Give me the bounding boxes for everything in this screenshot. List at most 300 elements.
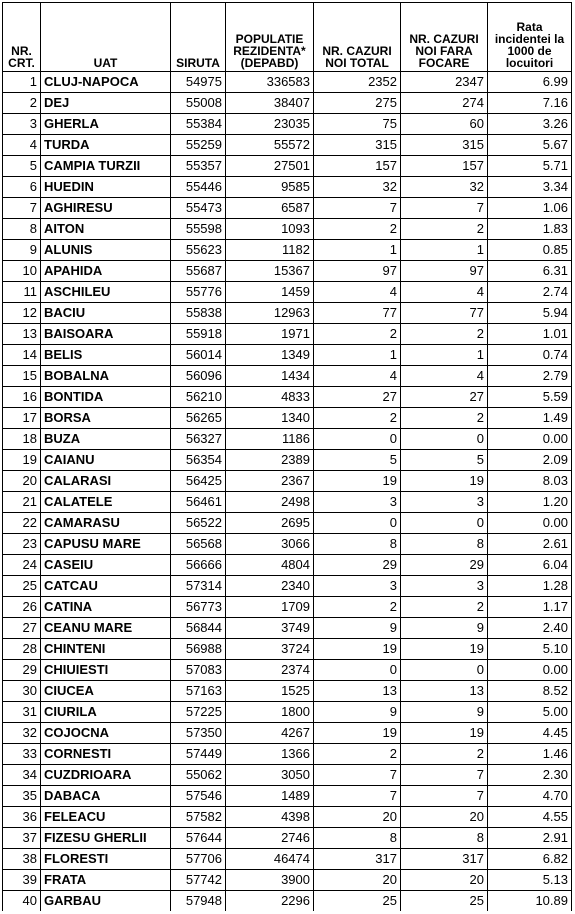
cell-rata: 1.01 [488,324,572,345]
cell-rata: 1.17 [488,597,572,618]
cell-cazuri-fara-focare: 19 [401,639,488,660]
table-row [3,366,572,387]
cell-uat: APAHIDA [41,261,171,282]
cell-cazuri-total: 19 [314,471,401,492]
cell-populatie: 1971 [226,324,314,345]
cell-rata: 1.28 [488,576,572,597]
cell-nr-crt: 23 [3,534,41,555]
cell-siruta: 55008 [171,93,226,114]
table-row [3,93,572,114]
cell-uat: BONTIDA [41,387,171,408]
cell-siruta: 55357 [171,156,226,177]
cell-cazuri-total: 7 [314,786,401,807]
table-row [3,135,572,156]
cell-nr-crt: 8 [3,219,41,240]
cell-nr-crt: 12 [3,303,41,324]
cell-cazuri-total: 3 [314,576,401,597]
cell-uat: BAISOARA [41,324,171,345]
cell-nr-crt: 22 [3,513,41,534]
cell-cazuri-total: 2 [314,408,401,429]
cell-cazuri-fara-focare: 7 [401,198,488,219]
header-uat: UAT [41,3,171,72]
cell-nr-crt: 26 [3,597,41,618]
cell-nr-crt: 17 [3,408,41,429]
cell-rata: 5.71 [488,156,572,177]
cell-siruta: 57163 [171,681,226,702]
cell-siruta: 56425 [171,471,226,492]
cell-cazuri-fara-focare: 2 [401,597,488,618]
cell-cazuri-total: 20 [314,870,401,891]
cell-cazuri-fara-focare: 4 [401,366,488,387]
cell-cazuri-total: 0 [314,513,401,534]
cell-populatie: 1489 [226,786,314,807]
cell-nr-crt: 28 [3,639,41,660]
cell-siruta: 56666 [171,555,226,576]
cell-siruta: 56568 [171,534,226,555]
cell-cazuri-fara-focare: 7 [401,786,488,807]
cell-siruta: 57546 [171,786,226,807]
cell-populatie: 2498 [226,492,314,513]
cell-rata: 1.20 [488,492,572,513]
cell-cazuri-fara-focare: 20 [401,870,488,891]
cell-siruta: 56522 [171,513,226,534]
cell-nr-crt: 24 [3,555,41,576]
cell-rata: 6.31 [488,261,572,282]
cell-cazuri-total: 13 [314,681,401,702]
cell-rata: 6.04 [488,555,572,576]
cell-populatie: 1182 [226,240,314,261]
cell-cazuri-fara-focare: 1 [401,240,488,261]
cell-cazuri-total: 2 [314,219,401,240]
cell-siruta: 55062 [171,765,226,786]
cell-cazuri-total: 29 [314,555,401,576]
table-row [3,72,572,93]
cell-populatie: 2367 [226,471,314,492]
cell-nr-crt: 29 [3,660,41,681]
cell-cazuri-total: 2352 [314,72,401,93]
cell-uat: GHERLA [41,114,171,135]
cell-siruta: 55776 [171,282,226,303]
cell-cazuri-total: 9 [314,618,401,639]
cell-siruta: 57582 [171,807,226,828]
cell-populatie: 1093 [226,219,314,240]
cell-uat: CIURILA [41,702,171,723]
cell-uat: DABACA [41,786,171,807]
cell-uat: BORSA [41,408,171,429]
cell-rata: 8.03 [488,471,572,492]
cell-nr-crt: 20 [3,471,41,492]
table-row [3,744,572,765]
table-row [3,576,572,597]
cell-cazuri-fara-focare: 0 [401,660,488,681]
cell-rata: 3.26 [488,114,572,135]
cell-cazuri-fara-focare: 3 [401,576,488,597]
cell-nr-crt: 11 [3,282,41,303]
cell-cazuri-fara-focare: 2 [401,744,488,765]
cell-cazuri-total: 4 [314,366,401,387]
cell-nr-crt: 5 [3,156,41,177]
table-row [3,534,572,555]
table-row [3,429,572,450]
cell-cazuri-total: 9 [314,702,401,723]
cell-populatie: 3050 [226,765,314,786]
cell-populatie: 1459 [226,282,314,303]
cell-nr-crt: 35 [3,786,41,807]
cell-cazuri-total: 2 [314,744,401,765]
cell-uat: COJOCNA [41,723,171,744]
cell-nr-crt: 1 [3,72,41,93]
cell-uat: BUZA [41,429,171,450]
cell-populatie: 2746 [226,828,314,849]
cell-cazuri-total: 19 [314,723,401,744]
cell-cazuri-total: 97 [314,261,401,282]
cell-siruta: 56844 [171,618,226,639]
cell-populatie: 23035 [226,114,314,135]
cell-cazuri-fara-focare: 19 [401,471,488,492]
cell-populatie: 1366 [226,744,314,765]
cell-cazuri-fara-focare: 13 [401,681,488,702]
cell-uat: AITON [41,219,171,240]
cell-uat: CIUCEA [41,681,171,702]
cell-uat: CALARASI [41,471,171,492]
cell-cazuri-fara-focare: 157 [401,156,488,177]
cell-rata: 1.06 [488,198,572,219]
cell-nr-crt: 27 [3,618,41,639]
cell-siruta: 55384 [171,114,226,135]
cell-populatie: 6587 [226,198,314,219]
cell-cazuri-fara-focare: 8 [401,534,488,555]
cell-nr-crt: 30 [3,681,41,702]
table-row [3,177,572,198]
cell-cazuri-total: 25 [314,891,401,912]
cell-uat: HUEDIN [41,177,171,198]
cell-rata: 4.70 [488,786,572,807]
header-siruta: SIRUTA [171,3,226,72]
cell-uat: FELEACU [41,807,171,828]
cell-rata: 0.74 [488,345,572,366]
cell-uat: CAIANU [41,450,171,471]
table-row [3,891,572,912]
cell-cazuri-fara-focare: 317 [401,849,488,870]
cell-nr-crt: 14 [3,345,41,366]
cell-nr-crt: 6 [3,177,41,198]
table-row [3,870,572,891]
cell-cazuri-fara-focare: 97 [401,261,488,282]
table-row [3,807,572,828]
cell-cazuri-fara-focare: 2 [401,408,488,429]
table-row [3,828,572,849]
cell-siruta: 55687 [171,261,226,282]
cell-rata: 2.09 [488,450,572,471]
cell-populatie: 4833 [226,387,314,408]
cell-cazuri-fara-focare: 2347 [401,72,488,93]
cell-uat: ALUNIS [41,240,171,261]
cell-populatie: 4804 [226,555,314,576]
cell-rata: 6.99 [488,72,572,93]
cell-siruta: 55259 [171,135,226,156]
cell-populatie: 38407 [226,93,314,114]
cell-cazuri-total: 20 [314,807,401,828]
cell-populatie: 12963 [226,303,314,324]
cell-uat: CAMPIA TURZII [41,156,171,177]
cell-siruta: 56096 [171,366,226,387]
cell-siruta: 56354 [171,450,226,471]
cell-cazuri-fara-focare: 0 [401,429,488,450]
cell-populatie: 3724 [226,639,314,660]
cell-siruta: 57083 [171,660,226,681]
cell-populatie: 2340 [226,576,314,597]
cell-uat: GARBAU [41,891,171,912]
cell-uat: DEJ [41,93,171,114]
cell-rata: 2.61 [488,534,572,555]
cell-cazuri-total: 5 [314,450,401,471]
cell-nr-crt: 18 [3,429,41,450]
table-row [3,387,572,408]
cell-cazuri-fara-focare: 4 [401,282,488,303]
cell-nr-crt: 13 [3,324,41,345]
cell-siruta: 55623 [171,240,226,261]
cell-cazuri-total: 2 [314,324,401,345]
cell-rata: 2.91 [488,828,572,849]
cell-nr-crt: 34 [3,765,41,786]
table-row [3,156,572,177]
cell-uat: CAMARASU [41,513,171,534]
cell-populatie: 3749 [226,618,314,639]
header-cazuri-fara-focare: NR. CAZURI NOI FARA FOCARE [401,3,488,72]
table-row [3,786,572,807]
cell-cazuri-fara-focare: 274 [401,93,488,114]
cell-populatie: 1800 [226,702,314,723]
cell-siruta: 55598 [171,219,226,240]
table-row [3,639,572,660]
table-row [3,555,572,576]
cell-nr-crt: 9 [3,240,41,261]
cell-siruta: 55918 [171,324,226,345]
cell-cazuri-total: 19 [314,639,401,660]
cell-rata: 0.00 [488,429,572,450]
cell-populatie: 2389 [226,450,314,471]
cell-cazuri-fara-focare: 25 [401,891,488,912]
cell-siruta: 57314 [171,576,226,597]
cell-cazuri-fara-focare: 0 [401,513,488,534]
cell-cazuri-fara-focare: 77 [401,303,488,324]
cell-rata: 5.94 [488,303,572,324]
cell-siruta: 54975 [171,72,226,93]
cell-cazuri-fara-focare: 19 [401,723,488,744]
header-nr-crt: NR. CRT. [3,3,41,72]
cell-cazuri-fara-focare: 2 [401,219,488,240]
table-row [3,282,572,303]
table-row [3,345,572,366]
cell-uat: FIZESU GHERLII [41,828,171,849]
cell-cazuri-total: 315 [314,135,401,156]
table-row [3,597,572,618]
cell-uat: AGHIRESU [41,198,171,219]
cell-rata: 2.79 [488,366,572,387]
cell-cazuri-total: 2 [314,597,401,618]
cell-cazuri-total: 0 [314,429,401,450]
cell-populatie: 1709 [226,597,314,618]
cell-nr-crt: 39 [3,870,41,891]
cell-rata: 0.85 [488,240,572,261]
cell-nr-crt: 3 [3,114,41,135]
cell-cazuri-fara-focare: 60 [401,114,488,135]
table-row [3,471,572,492]
cell-cazuri-fara-focare: 315 [401,135,488,156]
cell-cazuri-fara-focare: 9 [401,618,488,639]
cell-nr-crt: 40 [3,891,41,912]
cell-uat: BACIU [41,303,171,324]
cell-cazuri-total: 0 [314,660,401,681]
cell-cazuri-total: 7 [314,198,401,219]
cell-rata: 5.13 [488,870,572,891]
cell-cazuri-fara-focare: 20 [401,807,488,828]
cell-siruta: 56327 [171,429,226,450]
header-populatie: POPULATIE REZIDENTA* (DEPABD) [226,3,314,72]
cell-cazuri-fara-focare: 32 [401,177,488,198]
cell-uat: BELIS [41,345,171,366]
cell-nr-crt: 15 [3,366,41,387]
cell-rata: 5.59 [488,387,572,408]
cell-uat: CEANU MARE [41,618,171,639]
cell-cazuri-total: 8 [314,534,401,555]
header-row [3,3,572,72]
cell-nr-crt: 7 [3,198,41,219]
cell-siruta: 55473 [171,198,226,219]
cell-cazuri-fara-focare: 5 [401,450,488,471]
table-row [3,450,572,471]
cell-uat: BOBALNA [41,366,171,387]
cell-populatie: 27501 [226,156,314,177]
cell-uat: TURDA [41,135,171,156]
table-row [3,702,572,723]
cell-siruta: 57449 [171,744,226,765]
cell-populatie: 1340 [226,408,314,429]
cell-nr-crt: 19 [3,450,41,471]
cell-cazuri-total: 3 [314,492,401,513]
table-row [3,240,572,261]
table-row [3,765,572,786]
cell-siruta: 57350 [171,723,226,744]
cell-populatie: 9585 [226,177,314,198]
cell-uat: CAPUSU MARE [41,534,171,555]
cell-nr-crt: 21 [3,492,41,513]
cell-rata: 4.55 [488,807,572,828]
table-row [3,114,572,135]
cell-populatie: 4398 [226,807,314,828]
cell-cazuri-fara-focare: 1 [401,345,488,366]
cell-populatie: 1349 [226,345,314,366]
cell-rata: 4.45 [488,723,572,744]
cell-uat: CORNESTI [41,744,171,765]
cell-siruta: 56988 [171,639,226,660]
cell-cazuri-fara-focare: 8 [401,828,488,849]
cell-nr-crt: 33 [3,744,41,765]
cell-populatie: 1186 [226,429,314,450]
cell-nr-crt: 36 [3,807,41,828]
cell-populatie: 1434 [226,366,314,387]
cell-populatie: 2374 [226,660,314,681]
header-cazuri-total: NR. CAZURI NOI TOTAL [314,3,401,72]
cell-rata: 3.34 [488,177,572,198]
cell-populatie: 1525 [226,681,314,702]
cell-nr-crt: 4 [3,135,41,156]
cell-populatie: 2296 [226,891,314,912]
cell-cazuri-total: 4 [314,282,401,303]
cell-siruta: 55838 [171,303,226,324]
cell-uat: CATCAU [41,576,171,597]
cell-uat: CLUJ-NAPOCA [41,72,171,93]
table-row [3,849,572,870]
cell-uat: CHIUIESTI [41,660,171,681]
cell-rata: 2.30 [488,765,572,786]
cell-siruta: 56461 [171,492,226,513]
cell-uat: FRATA [41,870,171,891]
table-row [3,198,572,219]
cell-rata: 1.49 [488,408,572,429]
cell-rata: 0.00 [488,660,572,681]
cell-rata: 2.74 [488,282,572,303]
cell-cazuri-total: 32 [314,177,401,198]
table-row [3,324,572,345]
table-row [3,408,572,429]
cell-siruta: 56210 [171,387,226,408]
cell-cazuri-fara-focare: 3 [401,492,488,513]
cell-nr-crt: 38 [3,849,41,870]
table-row [3,492,572,513]
table-row [3,303,572,324]
cell-rata: 5.10 [488,639,572,660]
header-rata: Rata incidentei la 1000 de locuitori [488,3,572,72]
cell-populatie: 3066 [226,534,314,555]
cell-rata: 5.67 [488,135,572,156]
cell-siruta: 57948 [171,891,226,912]
cell-nr-crt: 2 [3,93,41,114]
cell-cazuri-fara-focare: 9 [401,702,488,723]
cell-cazuri-total: 8 [314,828,401,849]
incidence-table [2,2,572,911]
cell-populatie: 46474 [226,849,314,870]
cell-cazuri-total: 7 [314,765,401,786]
cell-nr-crt: 31 [3,702,41,723]
table-row [3,618,572,639]
cell-siruta: 56014 [171,345,226,366]
cell-cazuri-total: 27 [314,387,401,408]
cell-cazuri-fara-focare: 2 [401,324,488,345]
cell-siruta: 56773 [171,597,226,618]
table-row [3,681,572,702]
cell-populatie: 4267 [226,723,314,744]
cell-nr-crt: 16 [3,387,41,408]
table-row [3,261,572,282]
cell-nr-crt: 25 [3,576,41,597]
cell-cazuri-total: 317 [314,849,401,870]
cell-rata: 6.82 [488,849,572,870]
cell-uat: ASCHILEU [41,282,171,303]
cell-uat: CALATELE [41,492,171,513]
cell-rata: 7.16 [488,93,572,114]
cell-siruta: 55446 [171,177,226,198]
cell-rata: 2.40 [488,618,572,639]
cell-rata: 1.83 [488,219,572,240]
cell-cazuri-total: 157 [314,156,401,177]
cell-nr-crt: 37 [3,828,41,849]
cell-siruta: 57742 [171,870,226,891]
cell-siruta: 56265 [171,408,226,429]
cell-uat: CASEIU [41,555,171,576]
cell-populatie: 55572 [226,135,314,156]
cell-uat: CUZDRIOARA [41,765,171,786]
